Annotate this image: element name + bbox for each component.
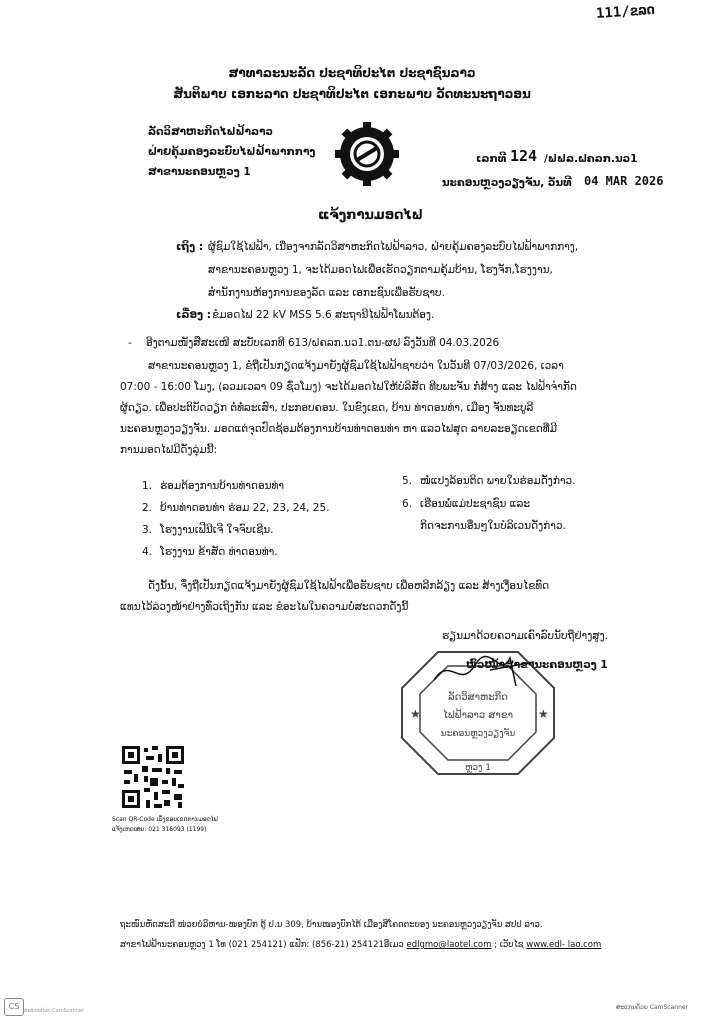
reference-bullet: - bbox=[128, 337, 132, 349]
footer-contacts bbox=[120, 940, 601, 950]
issue-date: 04 MAR 2026 bbox=[584, 174, 664, 188]
to-line-2: ສາຂານະຄອນຫຼວງ 1, ຈະໄດ້ມອດໄຟເພື່ອເຮັດວຽກຕາມຄຸ້ມບ້ານ, ໂຮງຈັກ,ໂຮງງານ, bbox=[208, 264, 553, 276]
scanner-note: ສະແກນດ້ວຍ CamScanner bbox=[616, 1004, 689, 1011]
closing-line: ຮຽນມາດ້ວຍຄວາມເຄົາລົບນັບຖືຢ່າງສູງ. bbox=[442, 630, 609, 642]
para2-line-2: ແທນໄວ້ລ່ວງໜ້າຢ່າງທົ່ວເຖິງກັນ ແລະ ຂໍອະໄພໃນຄວາມບໍ່ສະດວກດັ່ງນີ້ bbox=[120, 601, 409, 613]
para2-line-1: ດັ່ງນັ້ນ, ຈຶ່ງຖືເປັນກຽດແຈ້ງມາຍັງຜູ້ຊົມໃຊ້ໄຟຟ້າເພື່ອຮັບຊາບ ເພື່ອຫລີກລ້ຽງ ແລະ ສ້າງເງື່ອນໄຂທົດ bbox=[148, 580, 550, 592]
cs-logo-text: CS bbox=[8, 1002, 20, 1011]
qr-code-icon[interactable] bbox=[120, 744, 186, 810]
org-division: ຝ່າຍຄຸ້ມຄອງລະບົບໄຟຟ້າພາກກາງ bbox=[148, 146, 316, 158]
area-num: 2. bbox=[142, 502, 153, 514]
area-text: ໜໍ່ແປງລ້ອນຕິດ ພາຍໃນຮ່ອມດັ່ງກ່າວ. bbox=[420, 475, 576, 487]
area-num: 6. bbox=[402, 498, 413, 510]
qr-caption-2: ແຈ້ງເຫດເສຍ: 021 316093 (1199) bbox=[112, 826, 207, 833]
org-branch: ສາຂານະຄອນຫຼວງ 1 bbox=[148, 166, 251, 178]
stamp-bottom: ຫຼວງ 1 bbox=[465, 763, 491, 773]
ref-suffix: /ຟຟລ.ຝຄລກ.ນວ1 bbox=[544, 153, 638, 165]
to-line-3: ສຳນັກງານຫ້ອງການຂອງລັດ ແລະ ເອກະຊົນເພື່ອຮັບຊາບ. bbox=[208, 287, 445, 299]
header-line-2: ສັນຕິພາບ ເອກະລາດ ປະຊາທິປະໄຕ ເອກະພາບ ວັດທະນະຖາວອນ bbox=[173, 87, 531, 101]
area-num: 1. bbox=[142, 480, 153, 492]
edl-logo-icon bbox=[333, 120, 401, 188]
to-line-1: ຜູ້ຊົມໃຊ້ໄຟຟ້າ, ເນື່ອງຈາກລັດວິສາຫະກິດໄຟຟ້າລາວ, ຝ່າຍຄຸ້ມຄອງລະບົບໄຟຟ້າພາກກາງ, bbox=[208, 241, 579, 253]
para1-line-5: ການມອດໄຟມີດັ່ງລຸ່ມນີ້: bbox=[120, 444, 218, 456]
area-num: 4. bbox=[142, 546, 153, 558]
svg-text:★: ★ bbox=[410, 707, 421, 721]
signature bbox=[430, 650, 540, 690]
corner-note: 111/ຂລດ bbox=[595, 1, 656, 23]
subject-text: ຂໍມອດໄຟ 22 kV MSS 5.6 ສະຖານີໄຟຟ້າໂພນຕ້ອງ. bbox=[212, 309, 435, 321]
area-text: ໂຮງງານເຟີນີເຈີ ໃຈຈົບເຊີນ. bbox=[160, 524, 274, 536]
area-text: ຮ່ອມຕ້ອງການບ້ານທ່າດອນທ່າ bbox=[160, 480, 285, 492]
para1-line-4: ນະຄອນຫຼວງວຽງຈັນ. ມອດແຕ່ຈຸດປົດຊ້ອມຕ້ອງການບ້ານທ່າດອນທ່າ ຫາ ແລວໄຟສຸດ ລາຍລະອຽດເຂດທີ່ມີ bbox=[120, 423, 558, 435]
para1-line-3: ຜູ້ດຽວ. ເພື່ອປະຕິບັດວຽກ ຕໍ່ທໍ່ລະເສົາ, ປະກອບຄອນ. ໃນຂົງເຂດ, ບ້ານ ທ່າດອນທ່າ, ເມືອງ ຈັນທະບູລີ bbox=[120, 402, 534, 414]
stamp-line-3: ນະຄອນຫຼວງວຽງຈັນ bbox=[440, 729, 516, 739]
area-text: ໂຮງງານ ຂ້າສັດ ທ່າດອນທ່າ. bbox=[160, 546, 278, 558]
area-num: 5. bbox=[402, 475, 413, 487]
org-name: ລັດວິສາຫະກິດໄຟຟ້າລາວ bbox=[148, 126, 273, 138]
footer-email-link[interactable]: edlgmo@laotel.com bbox=[406, 940, 492, 950]
page-title: ແຈ້ງການມອດໄຟ bbox=[318, 208, 423, 223]
cs-small-note: ສະແກນດ້ວຍ CamScanner bbox=[24, 1008, 85, 1014]
reference-line: ອີງຕາມໜັງສືສະເໜີ ສະບັບເລກທີ 613/ຝຄລກ.ນວ1.ຕນ-ຜຟ ລົງວັນທີ 04.03.2026 bbox=[146, 337, 500, 349]
ref-label: ເລກທີ bbox=[476, 153, 507, 165]
to-label: ເຖິງ : bbox=[176, 241, 204, 253]
area-text: ເຮືອນພໍ່ແມ່ປະຊາຊົນ ແລະ bbox=[420, 498, 530, 510]
subject-label: ເລື່ອງ : bbox=[176, 309, 211, 321]
camscanner-logo-icon bbox=[4, 998, 24, 1016]
place-date-label: ນະຄອນຫຼວງວຽງຈັນ, ວັນທີ bbox=[442, 177, 572, 189]
qr-caption-1: Scan QR-Code ເບິ່ງຂອບເຂດການມອດໄຟ bbox=[112, 816, 218, 823]
stamp-line-2: ໄຟຟ້າລາວ ສາຂາ bbox=[442, 710, 514, 721]
para1-line-1: ສາຂານະຄອນຫຼວງ 1, ຂໍຖືເປັນກຽດແຈ້ງມາຍັງຜູ້ຊົມໃຊ້ໄຟຟ້າຊາບວ່າ ໃນວັນທີ 07/03/2026, ເວລາ bbox=[148, 360, 564, 372]
footer-website-link[interactable]: www.edl- lao.com bbox=[526, 940, 602, 950]
signatory-title: ຫົວໜ້າສາຂານະຄອນຫຼວງ 1 bbox=[466, 659, 608, 671]
footer-phone-fax: ສາຂາໄຟຟ້ານະຄອນຫຼວງ 1 ໂທ (021 254121) ແຟັກ: (856-21) 254121ອີເມວ bbox=[120, 940, 404, 950]
area-text: ບ້ານທ່າດອນທ່າ ຮ່ອມ 22, 23, 24, 25. bbox=[160, 502, 330, 514]
area-num: 3. bbox=[142, 524, 153, 536]
area-text: ກິດຈະການອື່ນໆໃນບໍລິເວນດັ່ງກ່າວ. bbox=[420, 520, 566, 532]
para1-line-2: 07:00 - 16:00 ໂມງ, (ລວມເວລາ 09 ຊົ່ວໂມງ) ຈະໄດ້ມອດໄຟໃຫ້ບໍລິສັດ ທີບພະຈັນ ກໍ່ສ້າງ ແລະ ໄຟຟ້າຈຳກັດ bbox=[120, 381, 577, 393]
ref-number: 124 bbox=[510, 147, 538, 165]
header-line-1: ສາທາລະນະລັດ ປະຊາທິປະໄຕ ປະຊາຊົນລາວ bbox=[228, 66, 476, 80]
svg-text:★: ★ bbox=[538, 707, 549, 721]
footer-web-label: ; ເວັບໄຊ bbox=[494, 940, 524, 950]
stamp-line-1: ລັດວິສາຫະກິດ bbox=[448, 692, 508, 703]
footer-address: ຖະໜົນຫັດສະດີ ໜ່ວຍບໍລິຫານ-ໜອງບົກ ຕູ້ ປ.ນ 309, ບ້ານໜອງບົກໄຕ້ ເມືອງສີໂຄດຕະບອງ ນະຄອນຫຼວງວຽງຈັນ ສປປ ລາວ. bbox=[120, 920, 543, 930]
